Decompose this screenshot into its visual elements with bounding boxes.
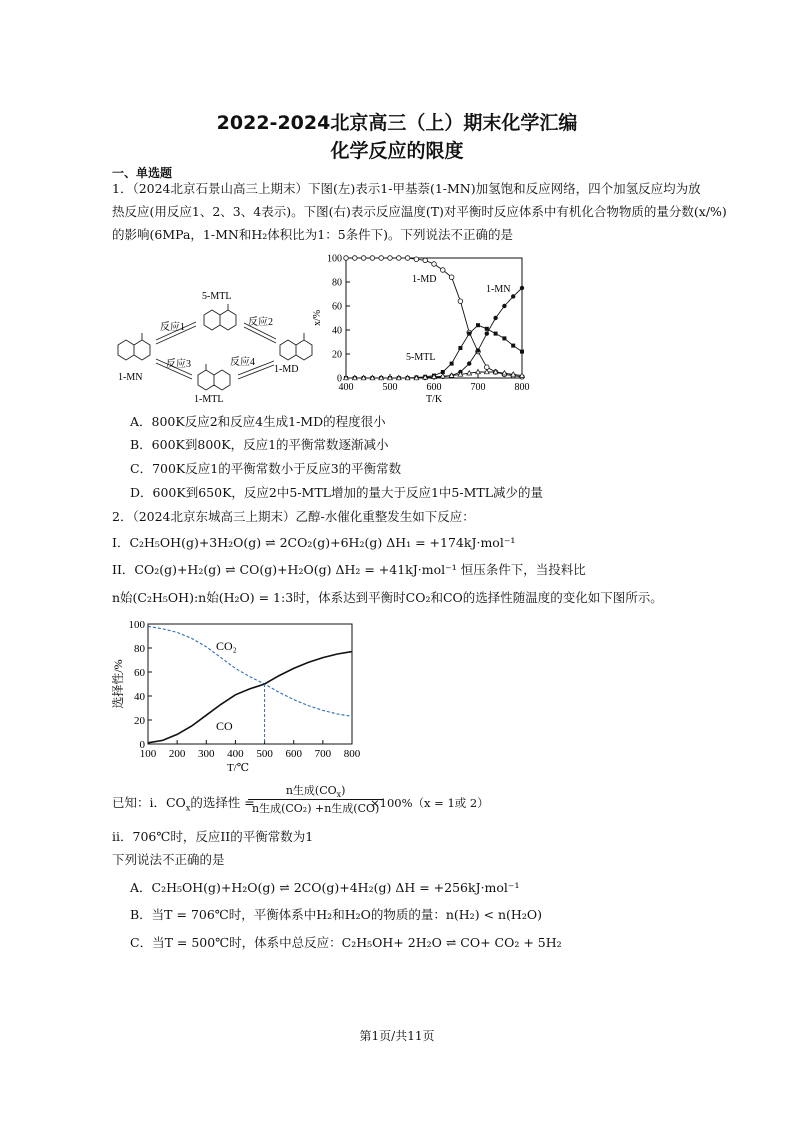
mol-5mtl-structure bbox=[204, 304, 236, 330]
chart2-ytick-label-2: 40 bbox=[134, 691, 145, 703]
fraction-numerator: n生成$(CO_x)$ bbox=[248, 782, 383, 800]
chart2-series-line-0 bbox=[148, 626, 352, 716]
chart1-point-s0-4 bbox=[379, 256, 384, 261]
chart2-ytick-label-5: 100 bbox=[128, 619, 145, 631]
chart2-ytick-label-3: 60 bbox=[134, 667, 145, 679]
page-subtitle: 化学反应的限度 bbox=[330, 140, 464, 162]
chart1-ytick-label-4: 80 bbox=[332, 277, 342, 289]
q2-eq3: n始(C₂H₅OH):n始(H₂O) = 1:3时，体系达到平衡时CO₂和CO的选择性随温度的变化如下图所示。 bbox=[112, 590, 663, 605]
chart1-point-s1-15 bbox=[476, 348, 480, 352]
section-label: 一、单选题 bbox=[112, 166, 173, 180]
chart1-point-s2-15 bbox=[476, 323, 480, 327]
chart2-ytick-label-4: 80 bbox=[134, 643, 145, 655]
chart-1md-1mn-5mtl bbox=[310, 250, 535, 405]
chart1-ytick-label-0: 0 bbox=[337, 373, 342, 385]
chart1-xtick-label-4: 800 bbox=[514, 382, 530, 393]
q1-option-a: A．800K反应2和反应4生成1-MD的程度很小 bbox=[130, 414, 386, 429]
chart1-point-s1-16 bbox=[485, 331, 489, 335]
q2-option-b: B．当T = 706℃时，平衡体系中H₂和H₂O的物质的量：n(H₂) < n(H₂O) bbox=[130, 907, 542, 922]
chart1-ytick-label-2: 40 bbox=[332, 325, 342, 337]
chart-selectivity bbox=[108, 614, 368, 782]
chart1-xtick-label-0: 400 bbox=[338, 382, 354, 393]
q2-known-2: ii．706℃时，反应II的平衡常数为1 bbox=[112, 829, 314, 844]
q1-option-b: B．600K到800K，反应1的平衡常数逐渐减小 bbox=[130, 437, 389, 452]
chart1-point-s0-2 bbox=[361, 256, 366, 261]
chart1-ytick-label-5: 100 bbox=[327, 253, 342, 265]
page-title: 2022-2024北京高三（上）期末化学汇编 bbox=[216, 112, 578, 134]
label-5mtl: 5-MTL bbox=[202, 291, 232, 302]
page-number: 第1页/共11页 bbox=[359, 1029, 435, 1043]
label-1mn: 1-MN bbox=[118, 372, 143, 383]
chart1-point-s2-13 bbox=[458, 346, 462, 350]
chart2-series-label-0: CO₂ bbox=[216, 639, 237, 653]
chart1-point-s2-18 bbox=[502, 336, 506, 340]
chart1-point-s0-11 bbox=[441, 268, 446, 273]
chart2-ytick-label-0: 0 bbox=[139, 739, 145, 751]
chart2-plot-frame bbox=[148, 624, 352, 744]
chart1-point-s1-20 bbox=[520, 286, 524, 290]
chart1-point-s0-12 bbox=[449, 275, 454, 280]
q1-line2: 热反应(用反应1、2、3、4表示)。下图(右)表示反应温度(T)对平衡时反应体系中有机化合物物质的量分数(x/%) bbox=[112, 204, 727, 219]
chart2-xtick-label-7: 800 bbox=[343, 748, 361, 760]
q2-intro: 2．（2024北京东城高三上期末）乙醇-水催化重整发生如下反应： bbox=[112, 509, 475, 524]
chart2-xtick-label-3: 400 bbox=[227, 748, 244, 760]
chart1-point-s2-17 bbox=[494, 332, 498, 336]
chart1-point-s2-20 bbox=[520, 350, 524, 354]
chart1-point-s0-6 bbox=[397, 256, 402, 261]
chart1-series-label-1: 1-MN bbox=[486, 284, 511, 295]
mol-1md-structure bbox=[280, 333, 312, 360]
chart2-xlabel: T/℃ bbox=[226, 762, 250, 774]
chart2-ylabel: 选择性/% bbox=[111, 659, 125, 709]
mol-1mtl-structure bbox=[198, 364, 230, 390]
label-r3: 反应3 bbox=[166, 359, 191, 370]
chart2-ytick-label-1: 20 bbox=[134, 715, 145, 727]
chart1-ytick-label-3: 60 bbox=[332, 301, 342, 313]
chart1-point-s1-14 bbox=[467, 361, 471, 365]
chart2-series-line-1 bbox=[148, 652, 352, 743]
q2-ask: 下列说法不正确的是 bbox=[112, 852, 225, 867]
q2-known-1: 已知：i．$CO_x$的选择性 = bbox=[112, 795, 255, 813]
selectivity-fraction bbox=[248, 782, 383, 816]
chart1-xtick-label-1: 500 bbox=[382, 382, 398, 393]
chart1-point-s1-18 bbox=[502, 304, 506, 308]
chart1-xtick-label-2: 600 bbox=[426, 382, 442, 393]
chart1-point-s0-1 bbox=[353, 256, 358, 261]
chart2-xtick-label-6: 700 bbox=[314, 748, 332, 760]
fraction-tail: ×100%（x = 1或 2） bbox=[370, 796, 489, 810]
reaction-scheme bbox=[112, 285, 327, 405]
chart1-series-label-0: 1-MD bbox=[412, 274, 437, 285]
mol-1mn-structure bbox=[118, 333, 150, 360]
chart2-xtick-label-1: 200 bbox=[168, 748, 186, 760]
label-1md: 1-MD bbox=[274, 364, 299, 375]
label-r2: 反应2 bbox=[248, 317, 273, 328]
chart2-xtick-label-0: 100 bbox=[139, 748, 157, 760]
chart2-series-label-1: CO bbox=[216, 719, 233, 733]
chart1-series-label-2: 5-MTL bbox=[406, 352, 436, 363]
chart1-point-s0-10 bbox=[432, 262, 437, 267]
chart1-point-s2-12 bbox=[450, 362, 454, 366]
chart1-point-s0-8 bbox=[414, 257, 419, 262]
q2-eq1: I．C₂H₅OH(g)+3H₂O(g) ⇌ 2CO₂(g)+6H₂(g) ΔH₁ = +174kJ·mol⁻¹ bbox=[112, 535, 516, 550]
chart1-point-s1-17 bbox=[493, 316, 497, 320]
q1-line1: 1．（2024北京石景山高三上期末）下图(左)表示1-甲基萘(1-MN)加氢饱和反应网络，四个加氢反应均为放 bbox=[112, 181, 701, 196]
chart1-point-s2-14 bbox=[467, 332, 471, 336]
label-r1: 反应1 bbox=[160, 322, 185, 333]
chart2-xtick-label-2: 300 bbox=[198, 748, 215, 760]
chart1-point-s2-16 bbox=[485, 327, 489, 331]
q2-eq2: II．CO₂(g)+H₂(g) ⇌ CO(g)+H₂O(g) ΔH₂ = +41kJ·mol⁻¹ 恒压条件下，当投料比 bbox=[112, 562, 586, 577]
label-r4: 反应4 bbox=[230, 357, 255, 368]
chart1-xtick-label-3: 700 bbox=[470, 382, 486, 393]
chart2-xtick-label-4: 500 bbox=[256, 748, 273, 760]
chart1-point-s0-0 bbox=[344, 256, 349, 261]
chart1-xlabel: T/K bbox=[425, 394, 443, 405]
label-1mtl: 1-MTL bbox=[194, 394, 224, 405]
chart2-xtick-label-5: 600 bbox=[285, 748, 302, 760]
q2-option-a: A．C₂H₅OH(g)+H₂O(g) ⇌ 2CO(g)+4H₂(g) ΔH = +256kJ·mol⁻¹ bbox=[130, 880, 520, 895]
fraction-denominator: n生成(CO₂) +n生成(CO) bbox=[252, 802, 380, 816]
q2-option-c: C．当T = 500℃时，体系中总反应：C₂H₅OH+ 2H₂O ⇌ CO+ CO₂ + 5H₂ bbox=[130, 935, 562, 950]
chart1-point-s0-3 bbox=[370, 256, 375, 261]
chart1-point-s0-5 bbox=[388, 256, 393, 261]
chart1-point-s0-9 bbox=[423, 258, 428, 263]
chart1-ylabel: x/% bbox=[312, 309, 323, 327]
chart1-point-s0-7 bbox=[405, 256, 410, 261]
q1-option-d: D．600K到650K，反应2中5-MTL增加的量大于反应1中5-MTL减少的量 bbox=[130, 485, 544, 500]
q1-line3: 的影响(6MPa，1-MN和H₂体积比为1：5条件下)。下列说法不正确的是 bbox=[112, 227, 514, 242]
q1-option-c: C．700K反应1的平衡常数小于反应3的平衡常数 bbox=[130, 461, 402, 476]
chart1-point-s1-19 bbox=[511, 294, 515, 298]
chart1-point-s2-19 bbox=[511, 344, 515, 348]
chart1-ytick-label-1: 20 bbox=[332, 349, 342, 361]
chart1-point-s0-13 bbox=[458, 299, 463, 304]
